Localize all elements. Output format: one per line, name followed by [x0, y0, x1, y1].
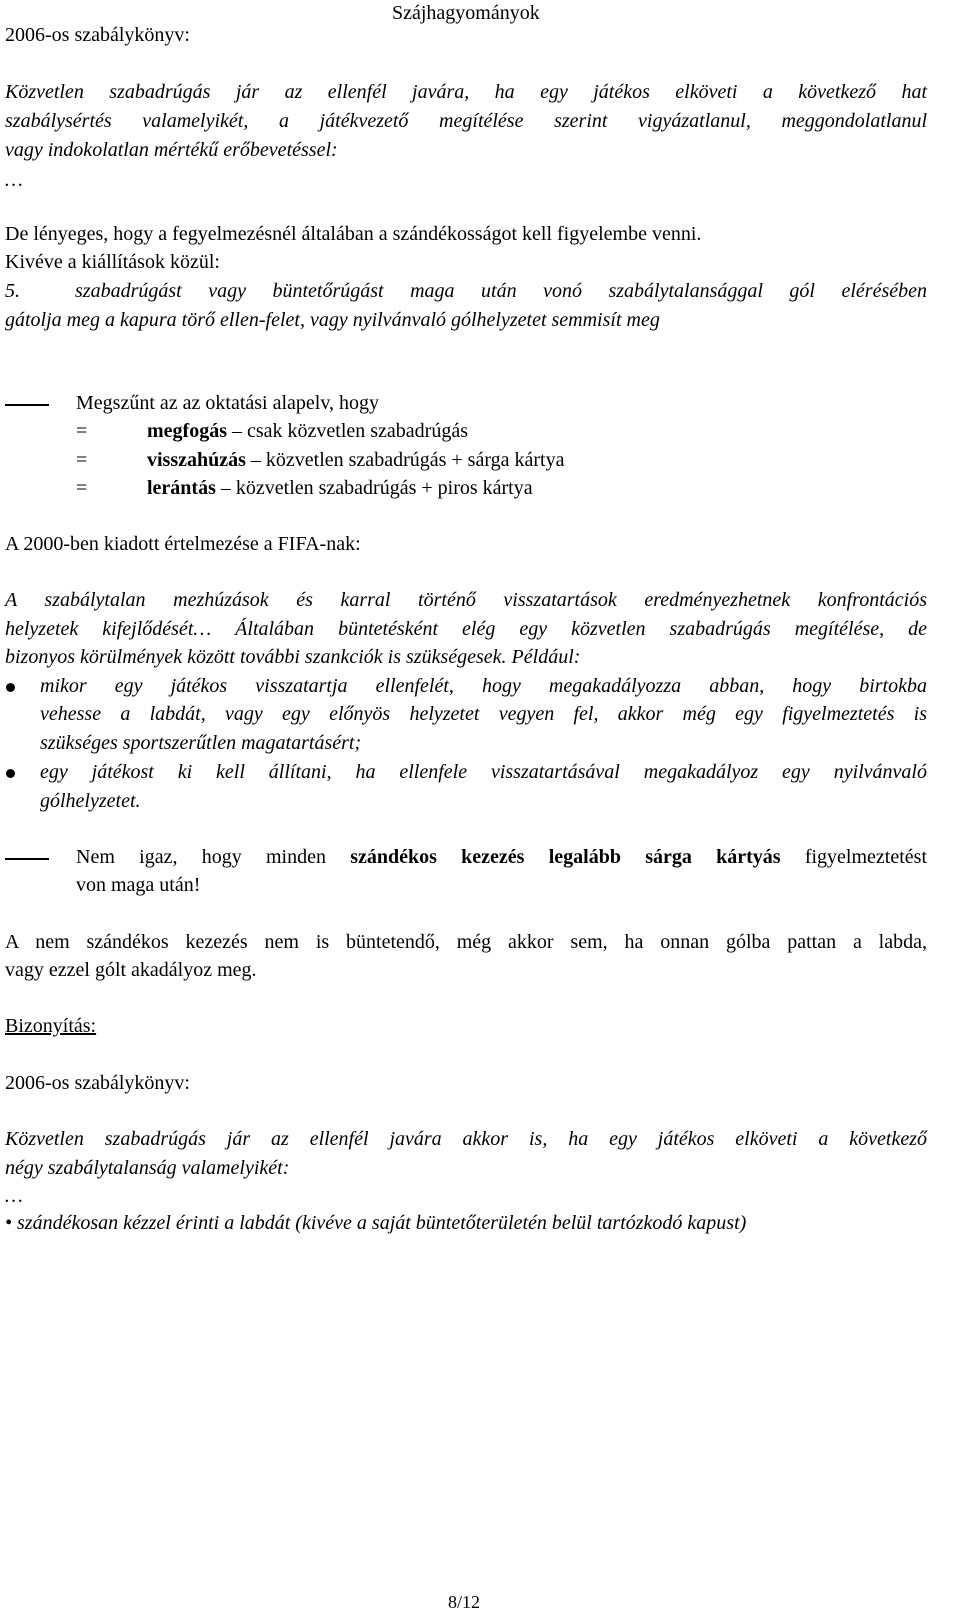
- dash-marker: [5, 858, 49, 860]
- text-line: [76, 845, 927, 869]
- page-number: 8/12: [448, 1592, 481, 1612]
- equals-sign: =: [76, 449, 88, 471]
- equals-sign: =: [76, 477, 88, 499]
- list-item: [147, 419, 468, 443]
- fifa-heading: A 2000-ben kiadott értelmezése a FIFA-nak:: [5, 533, 361, 555]
- term: visszahúzás: [147, 449, 246, 471]
- proof-heading: Bizonyítás:: [5, 1015, 97, 1037]
- list-item: [147, 476, 533, 500]
- claim-bold: szándékos kezezés legalább sárga kártyás: [350, 846, 781, 868]
- text-line: De lényeges, hogy a fegyelmezésnél általában a szándékosságot kell figyelembe venni.: [5, 223, 702, 245]
- term-consequence: – közvetlen szabadrúgás + sárga kártya: [245, 449, 565, 471]
- text-line: vagy indokolatlan mértékű erőbevetéssel:: [5, 139, 338, 161]
- text-line: A nem szándékos kezezés nem is büntetendő, még akkor sem, ha onnan gólba pattan a labda,: [5, 931, 927, 953]
- text-line: Kivéve a kiállítások közül:: [5, 251, 220, 273]
- term: lerántás: [147, 477, 216, 499]
- text-line: bizonyos körülmények között további szankciók is szükségesek. Például:: [5, 646, 581, 668]
- bullet-icon: [6, 769, 15, 778]
- text-line: helyzetek kifejlődését… Általában büntetésként elég egy közvetlen szabadrúgás megítélése, de: [5, 618, 927, 640]
- text-line: négy szabálytalanság valamelyikét:: [5, 1157, 290, 1179]
- text-line: vehesse a labdát, vagy egy előnyös helyzetet vegyen fel, akkor még egy figyelmeztetés is: [40, 703, 927, 725]
- text-line: vagy ezzel gólt akadályoz meg.: [5, 959, 257, 981]
- text-line: gátolja meg a kapura törő ellen-felet, vagy nyilvánvaló gólhelyzetet semmisít meg: [5, 309, 660, 331]
- proof-book-label: 2006-os szabálykönyv:: [5, 1072, 190, 1094]
- equals-sign: =: [76, 420, 88, 442]
- header-book-label: 2006-os szabálykönyv:: [5, 24, 190, 46]
- text-line: A szabálytalan mezhúzások és karral történő visszatartások eredményezhetnek konfrontációs: [5, 589, 927, 611]
- list-item: [147, 448, 564, 472]
- list-heading: Megszűnt az az oktatási alapelv, hogy: [76, 392, 380, 414]
- text-line: szabadrúgást vagy büntetőrúgást maga után vonó szabálytalansággal gól elérésében: [75, 280, 927, 302]
- text-line: Közvetlen szabadrúgás jár az ellenfél javára, ha egy játékos elköveti a következő hat: [5, 81, 927, 103]
- bullet-icon: [6, 683, 15, 692]
- text-line: egy játékost ki kell állítani, ha ellenfele visszatartásával megakadályoz egy nyilvánvaló: [40, 761, 927, 783]
- ellipsis: …: [5, 1185, 23, 1207]
- header-section-title: Szájhagyományok: [392, 2, 540, 24]
- text-line: von maga után!: [76, 874, 201, 896]
- item-number: 5.: [5, 280, 20, 302]
- dash-marker: [5, 404, 49, 406]
- claim-post: figyelmeztetést: [780, 846, 928, 868]
- term-consequence: – csak közvetlen szabadrúgás: [226, 420, 468, 442]
- claim-pre: Nem igaz, hogy minden: [76, 846, 351, 868]
- term: megfogás: [147, 420, 227, 442]
- text-line: • szándékosan kézzel érinti a labdát (kivéve a saját büntetőterületén belül tartózkodó kapust): [5, 1212, 747, 1234]
- text-line: mikor egy játékos visszatartja ellenfelét, hogy megakadályozza abban, hogy birtokba: [40, 675, 927, 697]
- text-line: gólhelyzetet.: [40, 790, 141, 812]
- text-line: Közvetlen szabadrúgás jár az ellenfél javára akkor is, ha egy játékos elköveti a következő: [5, 1128, 927, 1150]
- ellipsis: …: [5, 169, 23, 191]
- term-consequence: – közvetlen szabadrúgás + piros kártya: [215, 477, 533, 499]
- text-line: szabálysértés valamelyikét, a játékvezető megítélése szerint vigyázatlanul, meggondolatlanul: [5, 110, 927, 132]
- text-line: szükséges sportszerűtlen magatartásért;: [40, 732, 362, 754]
